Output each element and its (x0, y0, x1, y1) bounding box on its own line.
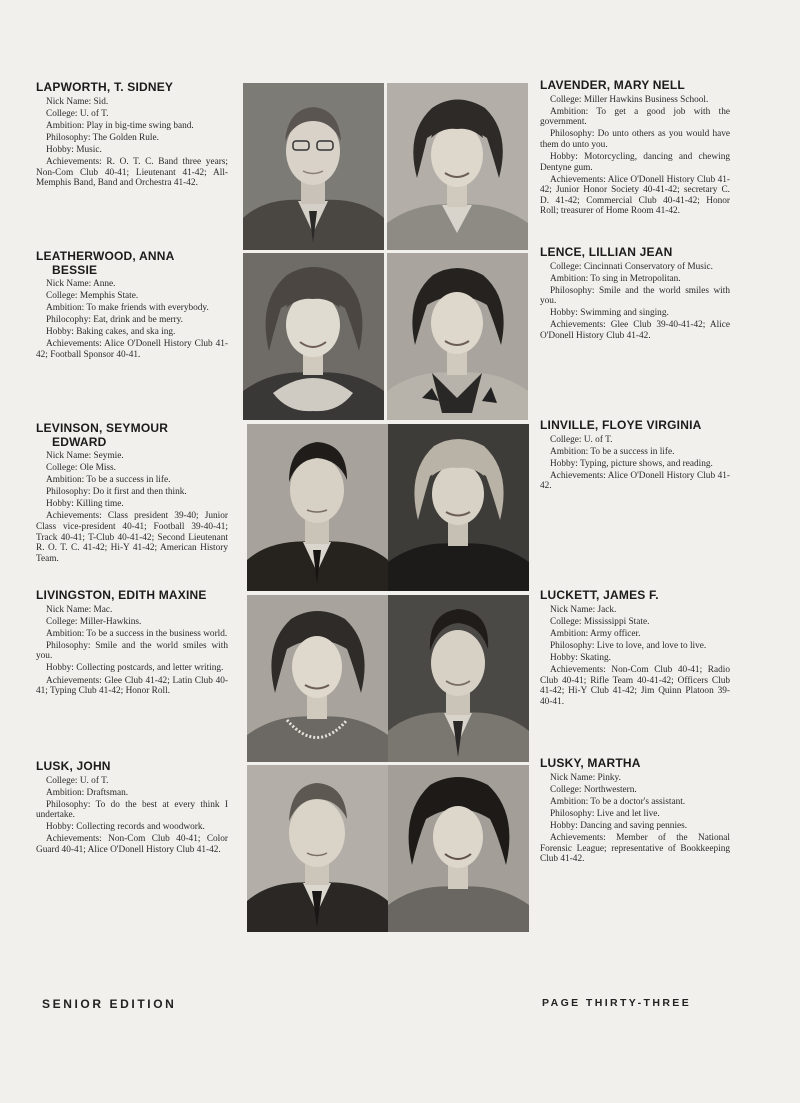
student-name: LUSK, JOHN (36, 759, 111, 773)
achievements: Achievements: Glee Club 41-42; Latin Club 40-41; Typing Club 41-42; Honor Roll. (36, 675, 228, 697)
hobby: Hobby: Skating. (550, 652, 611, 663)
student-name: LUCKETT, JAMES F. (540, 588, 659, 602)
college: College: Ole Miss. (46, 463, 116, 474)
nick-name: Nick Name: Pinky. (550, 772, 621, 783)
philosophy: Philosophy: Smile and the world smiles with you. (540, 285, 730, 307)
portrait-luckett (388, 595, 529, 762)
hobby: Hobby: Collecting records and woodwork. (46, 822, 205, 833)
ambition: Ambition: To get a good job with the government. (540, 106, 730, 128)
portrait-leatherwood (243, 253, 384, 420)
college: College: Cincinnati Conservatory of Music. (550, 261, 713, 272)
entry-lusky (540, 757, 730, 866)
student-name: LENCE, LILLIAN JEAN (540, 245, 673, 259)
hobby: Hobby: Motorcycling, dancing and chewing Dentyne gum. (540, 151, 730, 173)
nick-name: Nick Name: Mac. (46, 604, 113, 615)
hobby: Hobby: Killing time. (46, 499, 124, 510)
footer-page-number: PAGE THIRTY-THREE (542, 997, 692, 1009)
philosophy: Philocophy: Eat, drink and be merry. (46, 315, 184, 326)
portrait-lapworth (243, 83, 384, 250)
nick-name: Nick Name: Anne. (46, 279, 116, 289)
entry-levinson (36, 422, 228, 566)
college: College: U. of T. (550, 434, 613, 445)
college: College: Memphis State. (46, 291, 139, 302)
college: College: U. of T. (46, 775, 109, 786)
student-name: LUSKY, MARTHA (540, 756, 641, 770)
portrait-livingston (247, 595, 388, 762)
hobby: Hobby: Swimming and singing. (550, 308, 669, 319)
ambition: Ambition: To be a success in life. (550, 446, 675, 457)
entry-leatherwood (36, 250, 228, 362)
portrait-lusk (247, 765, 388, 932)
achievements: Achievements: Member of the National Forensic League; representative of Bookkeeping Club 41-42. (540, 832, 730, 865)
entry-lapworth (36, 81, 228, 190)
philosophy: Philosophy: Live and let live. (550, 808, 660, 819)
entry-livingston (36, 589, 228, 698)
achievements: Achievements: Non-Com Club 40-41; Radio Club 40-41; Rifle Team 40-41-42; Officers Club 41-42; Hi-Y Club 41-42; Jim Quinn Platoon 39-40-41. (540, 664, 730, 707)
college: College: Miller Hawkins Business School. (550, 94, 709, 105)
college: College: Miller-Hawkins. (46, 616, 142, 627)
achievements: Achievements: R. O. T. C. Band three years; Non-Com Club 40-41; Lieutenant 41-42; All-Memphis Band, Band and Orchestra 41-42. (36, 156, 228, 189)
footer-edition: SENIOR EDITION (42, 997, 177, 1011)
philosophy: Philosophy: The Golden Rule. (46, 132, 159, 143)
nick-name: Nick Name: Seymie. (46, 451, 124, 461)
ambition: Ambition: Play in big-time swing band. (46, 120, 194, 131)
philosophy: Philosophy: To do the best at every think I undertake. (36, 799, 228, 821)
portrait-lence (387, 253, 528, 420)
philosophy: Philosophy: Do it first and then think. (46, 487, 187, 498)
student-name: LEATHERWOOD, ANNA BESSIE (36, 249, 175, 277)
achievements: Achievements: Glee Club 39-40-41-42; Alice O'Donell History Club 41-42. (540, 320, 730, 342)
ambition: Ambition: To be a doctor's assistant. (550, 796, 686, 807)
ambition: Ambition: Army officer. (550, 628, 641, 639)
hobby: Hobby: Dancing and saving pennies. (550, 820, 688, 831)
achievements: Achievements: Class president 39-40; Junior Class vice-president 40-41; Football 39-40-41; Track 40-41; T-Club 40-41-42; Second Lieutenant R. O. T. C. 41-42; Hi-Y 41-42; American History Team. (36, 511, 228, 564)
ambition: Ambition: Draftsman. (46, 787, 129, 798)
philosophy: Philosophy: Live to love, and love to live. (550, 640, 707, 651)
achievements: Achievements: Alice O'Donell History Club 41-42; Junior Honor Society 40-41-42; secretary C. D. 41-42; Commercial Club 40-41-42; Honor Roll; treasurer of Home Room 41-42. (540, 174, 730, 217)
college: College: Northwestern. (550, 784, 637, 795)
philosophy: Philosophy: Do unto others as you would have them do unto you. (540, 129, 730, 150)
college: College: U. of T. (46, 108, 109, 119)
ambition: Ambition: To make friends with everybody. (46, 303, 209, 314)
student-name: LIVINGSTON, EDITH MAXINE (36, 588, 207, 602)
achievements: Achievements: Alice O'Donell History Club 41-42. (540, 470, 730, 492)
hobby: Hobby: Typing, picture shows, and reading. (550, 458, 713, 469)
achievements: Achievements: Non-Com Club 40-41; Color Guard 40-41; Alice O'Donell History Club 41-42. (36, 834, 228, 856)
portrait-lusky (388, 765, 529, 932)
college: College: Mississippi State. (550, 616, 650, 627)
portrait-lavender (387, 83, 528, 250)
ambition: Ambition: To be a success in the business world. (46, 628, 228, 639)
ambition: Ambition: To be a success in life. (46, 475, 171, 486)
philosophy: Philosophy: Smile and the world smiles with you. (36, 640, 228, 662)
nick-name: Nick Name: Sid. (46, 96, 109, 107)
entry-luckett (540, 589, 730, 709)
portrait-levinson (247, 424, 388, 591)
portrait-linville (388, 424, 529, 591)
hobby: Hobby: Collecting postcards, and letter writing. (46, 663, 224, 674)
entry-lusk (36, 760, 228, 857)
hobby: Hobby: Baking cakes, and ska ing. (46, 327, 176, 338)
student-name: LINVILLE, FLOYE VIRGINIA (540, 418, 702, 432)
entry-linville (540, 419, 730, 493)
entry-lavender (540, 79, 730, 219)
entry-lence (540, 246, 730, 343)
student-name: LAPWORTH, T. SIDNEY (36, 80, 174, 94)
student-name: LAVENDER, MARY NELL (540, 78, 685, 92)
hobby: Hobby: Music. (46, 144, 102, 155)
nick-name: Nick Name: Jack. (550, 604, 617, 615)
achievements: Achievements: Alice O'Donell History Club 41-42; Football Sponsor 40-41. (36, 339, 228, 361)
student-name: LEVINSON, SEYMOUR EDWARD (36, 421, 169, 449)
ambition: Ambition: To sing in Metropolitan. (550, 273, 681, 284)
